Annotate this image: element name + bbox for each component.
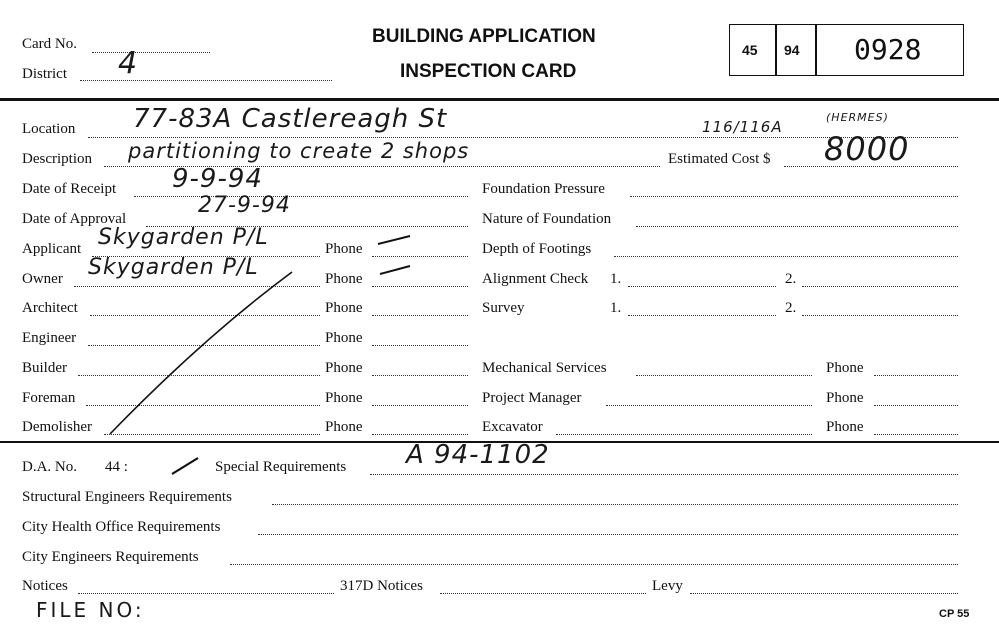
foundation-pressure-label: Foundation Pressure <box>482 181 605 197</box>
demolisher-phone-label: Phone <box>325 419 363 435</box>
special-req-value: A 94-1102 <box>406 440 550 470</box>
builder-label: Builder <box>22 360 67 376</box>
health-field[interactable] <box>258 534 958 535</box>
strike-through-line <box>110 272 292 434</box>
da-no-value: 44 : <box>105 459 128 475</box>
city-engineers-label: City Engineers Requirements <box>22 549 199 565</box>
demolisher-label: Demolisher <box>22 419 92 435</box>
city-engineers-field[interactable] <box>230 564 958 565</box>
estimated-cost-label: Estimated Cost $ <box>668 151 771 167</box>
structural-label: Structural Engineers Requirements <box>22 489 232 505</box>
excavator-phone-label: Phone <box>826 419 864 435</box>
depth-footings-label: Depth of Footings <box>482 241 592 257</box>
mechanical-field[interactable] <box>636 375 812 376</box>
alignment-2-label: 2. <box>785 271 797 287</box>
engineer-label: Engineer <box>22 330 77 346</box>
survey-1-label: 1. <box>610 300 622 316</box>
description-value: partitioning to create 2 shops <box>128 139 470 163</box>
applicant-phone-dash <box>378 236 410 244</box>
nature-foundation-field[interactable] <box>636 226 958 227</box>
notices-317d-field[interactable] <box>440 593 646 594</box>
owner-phone-label: Phone <box>325 271 363 287</box>
form-title-line1: BUILDING APPLICATION <box>372 26 596 47</box>
survey-2-field[interactable] <box>802 315 958 316</box>
mechanical-label: Mechanical Services <box>482 360 607 376</box>
code-a: 45 <box>742 42 758 58</box>
project-manager-phone-field[interactable] <box>874 405 958 406</box>
form-title-line2: INSPECTION CARD <box>400 61 577 82</box>
project-manager-phone-label: Phone <box>826 390 864 406</box>
date-receipt-label: Date of Receipt <box>22 181 117 197</box>
card-number: 0928 <box>854 33 922 66</box>
card-no-label: Card No. <box>22 36 77 52</box>
district-value: 4 <box>118 46 139 81</box>
district-label: District <box>22 66 67 82</box>
survey-2-label: 2. <box>785 300 797 316</box>
code-b: 94 <box>784 42 800 58</box>
levy-field[interactable] <box>690 593 958 594</box>
survey-1-field[interactable] <box>628 315 776 316</box>
foreman-phone-label: Phone <box>325 390 363 406</box>
estimated-cost-value: 8000 <box>824 130 910 168</box>
builder-phone-label: Phone <box>325 360 363 376</box>
special-req-field[interactable] <box>370 474 958 475</box>
date-approval-label: Date of Approval <box>22 211 127 227</box>
foundation-pressure-field[interactable] <box>630 196 958 197</box>
description-label: Description <box>22 151 92 167</box>
foreman-label: Foreman <box>22 390 76 406</box>
applicant-value: Skygarden P/L <box>98 225 269 250</box>
da-no-label: D.A. No. <box>22 459 77 475</box>
architect-label: Architect <box>22 300 78 316</box>
nature-foundation-label: Nature of Foundation <box>482 211 612 227</box>
project-manager-label: Project Manager <box>482 390 582 406</box>
health-label: City Health Office Requirements <box>22 519 221 535</box>
depth-footings-field[interactable] <box>614 256 958 257</box>
owner-value: Skygarden P/L <box>88 255 259 280</box>
special-req-label: Special Requirements <box>215 459 347 475</box>
date-approval-value: 27-9-94 <box>198 193 291 218</box>
location-value: 77-83A Castlereagh St <box>133 104 448 134</box>
applicant-phone-label: Phone <box>325 241 363 257</box>
owner-label: Owner <box>22 271 63 287</box>
cp-code: CP 55 <box>939 608 970 620</box>
project-manager-field[interactable] <box>606 405 812 406</box>
date-receipt-value: 9-9-94 <box>172 164 263 194</box>
engineer-phone-label: Phone <box>325 330 363 346</box>
applicant-label: Applicant <box>22 241 82 257</box>
notices-317d-label: 317D Notices <box>340 578 423 594</box>
alignment-2-field[interactable] <box>802 286 958 287</box>
alignment-check-label: Alignment Check <box>482 271 589 287</box>
file-no-handwritten: FILE NO: <box>36 598 145 622</box>
owner-phone-dash <box>380 266 410 274</box>
excavator-phone-field[interactable] <box>874 434 958 435</box>
location-label: Location <box>22 121 76 137</box>
alignment-1-label: 1. <box>610 271 622 287</box>
structural-field[interactable] <box>272 504 958 505</box>
excavator-field[interactable] <box>556 434 812 435</box>
notices-label: Notices <box>22 578 68 594</box>
survey-label: Survey <box>482 300 525 316</box>
mechanical-phone-label: Phone <box>826 360 864 376</box>
location-note: (HERMES) <box>826 111 889 124</box>
architect-phone-label: Phone <box>325 300 363 316</box>
alignment-1-field[interactable] <box>628 286 776 287</box>
location-extra: 116/116A <box>702 118 783 136</box>
da-no-dash <box>172 458 198 474</box>
levy-label: Levy <box>652 578 683 594</box>
mechanical-phone-field[interactable] <box>874 375 958 376</box>
excavator-label: Excavator <box>482 419 543 435</box>
notices-field[interactable] <box>78 593 334 594</box>
